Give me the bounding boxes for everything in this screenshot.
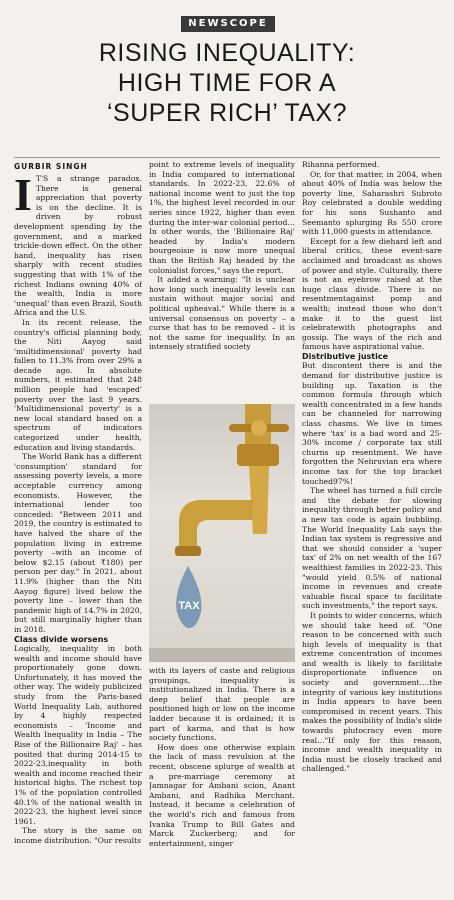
paragraph: Logically, inequality in both wealth and income should have proportionately gone down. Unfortunately, it has moved the other way. The widely publicized study from the Paris-based World Inequality Lab, authored by 4 highly respected economists – 'Income and Wealth Inequality in India – The Rise of the Billionaire Raj' – has posited that during 2014-15 to 2022-23,inequality in both wealth and income reached their historical highs. The richest top 1% of the population controlled 40.1% of the national wealth in 2022-23, the highest level since 1961. bbox=[14, 644, 142, 826]
faucet-image bbox=[149, 404, 295, 662]
paragraph: Except for a few diehard left and liberal critics, these event-sare acclaimed and broadcast as shows of power and style. Culturally, there is not an eyebrow raised at the huge class divide. There is no resentmentagainst pomp and wealth; instead those who don't make it to the guest list celebratewith photographs and gossip. The ways of the rich and famous have aspirational value. bbox=[302, 236, 442, 352]
divider bbox=[14, 157, 440, 158]
water-drop bbox=[176, 566, 201, 628]
paragraph: How does one otherwise explain the lack of mass revulsion at the recent, obscene splurge of wealth at a pre-marriage ceremony at Jamnagar for Ambani scion, Anant Ambani, and Radhika Merchant. Instead, it became a celebration of the world's rich and famous from Ivanka Trump to Bill Gates and Marck Zuckerberg; and for entertainment, singer bbox=[149, 742, 295, 848]
paragraph: The World Bank has a different 'consumption' standard for assessing poverty levels, a more acceptable currency among economists. However, the international lender too conceded: "Between 2011 and 2019, the country is estimated to have halved the share of the population living in extreme poverty –with an income of below $2.15 (about ₹180) per person per day." In 2021, about 11.9% (higher than the Niti Aayog figure) lived below the poverty line – lower than the pandemic high of 14.7% in 2020, but still marginally higher than in 2018. bbox=[14, 452, 142, 634]
tap-illustration bbox=[149, 404, 295, 662]
drop-tax-label: TAX bbox=[178, 600, 200, 612]
headline-line-2: HIGH TIME FOR A bbox=[117, 69, 337, 97]
paragraph bbox=[14, 174, 142, 318]
headline-line-1: RISING INEQUALITY: bbox=[98, 39, 356, 67]
column-1 bbox=[14, 174, 142, 894]
paragraph: But discontent there is and the demand for distributive justice is building up. Taxation is the common formula through which wealth concentrated in a few hands can be channeled for narrowing class chasms. We live in times where 'tax' is a bad word and 25-30% income / corporate tax still churns up resentment. We have forgotten the Nehruvian era where income tax for the top bracket touched97%! bbox=[302, 361, 442, 486]
faucet-spout bbox=[179, 500, 253, 550]
paragraph: Or, for that matter, in 2004, when about 40% of India was below the poverty line, Saharashri Subroto Roy celebrated a double wedding for his sons Sushanto and Seemanto splurging Rs 550 crore with 11,000 guests in attendance. bbox=[302, 169, 442, 237]
paragraph: The story is the same on income distribution. "Our results bbox=[14, 826, 142, 845]
paragraph: The wheel has turned a full circle and the debate for slowing inequality through better policy and a new tax code is again bubbling. The World Inequality Lab says the Indian tax system is regressive and that we should consider a 'super tax' of 2% on net wealth of the 167 wealthiest families in 2022-23. This "would yield 0.5% of national income in revenues and create valuable fiscal space to facilitate such investments," the report says. bbox=[302, 486, 442, 611]
paragraph-text: T'S a strange paradox. There is general appreciation that poverty is on the decline. It is driven by robust development spending by the government, and a marked trickle-down effect. On the other hand, inequality has risen sharply with recent studies suggesting that with 1% of the richest Indians owning 40% of the wealth, India is more 'unequal' than even Brazil, South Africa and the U.S. bbox=[14, 174, 142, 318]
handle-knob bbox=[251, 420, 267, 436]
paragraph: It points to wider concerns, which we should take heed of. "One reason to be concerned with such high levels of inequality is that extreme concentration of incomes and wealth is likely to facilitate disproportionate influence on society and government….the integrity of various key institutions in India appears to have been compromised in recent years. This makes the possibility of India's slide towards plutocracy even more real…"If only for this reason, income and wealth inequality in India must be closely tracked and challenged." bbox=[302, 610, 442, 774]
section-kicker: NEWSCOPE bbox=[181, 16, 275, 32]
spout-tip bbox=[175, 546, 201, 556]
drop-cap: I bbox=[14, 174, 32, 220]
paragraph: In its recent release, the country's official planning body, the Niti Aayog said 'multidimensional' poverty had fallen to 11.3% from over 29% a decade ago. In absolute numbers, it estimated that 248 million people had 'escaped' poverty over the last 9 years. 'Multidimensional poverty' is a new local standard based on a spectrum of indicators categorized under health, education and living standards. bbox=[14, 317, 142, 452]
subheading: Class divide worsens bbox=[14, 634, 109, 644]
column-2-bottom bbox=[149, 666, 295, 896]
headline-line-3: ‘SUPER RICH’ TAX? bbox=[106, 99, 348, 127]
sink-base bbox=[149, 648, 295, 662]
faucet-collar bbox=[237, 444, 279, 466]
column-3 bbox=[302, 160, 442, 895]
headline bbox=[0, 38, 454, 128]
paragraph: point to extreme levels of inequality in India compared to international standards. In 2022-23, 22.6% of national income went to just the top 1%, the highest level recorded in our series since 1922, higher than even during the inter-war colonial period…In other words, the 'Billionaire Raj' headed by India's modern bourgeoisie is now more unequal than the British Raj headed by the colonialist forces," says the report. bbox=[149, 160, 295, 275]
subheading: Distributive justice bbox=[302, 351, 389, 361]
byline: GURBIR SINGH bbox=[14, 162, 88, 171]
column-2-top bbox=[149, 160, 295, 400]
paragraph: Rihanna performed. bbox=[302, 160, 380, 169]
paragraph: It added a warning: "It is unclear how long such inequality levels can sustain without major social and political upheaval." While there is a universal consensus on poverty – a curse that has to be removed – it is not the same for inequality. In an intensely stratified society bbox=[149, 275, 295, 352]
paragraph: with its layers of caste and religious groupings, inequality is institutionalized in India. There is a deep belief that people are positioned high or low on the income ladder because it is ordained; it is part of karma, and that is how society functions. bbox=[149, 666, 295, 743]
